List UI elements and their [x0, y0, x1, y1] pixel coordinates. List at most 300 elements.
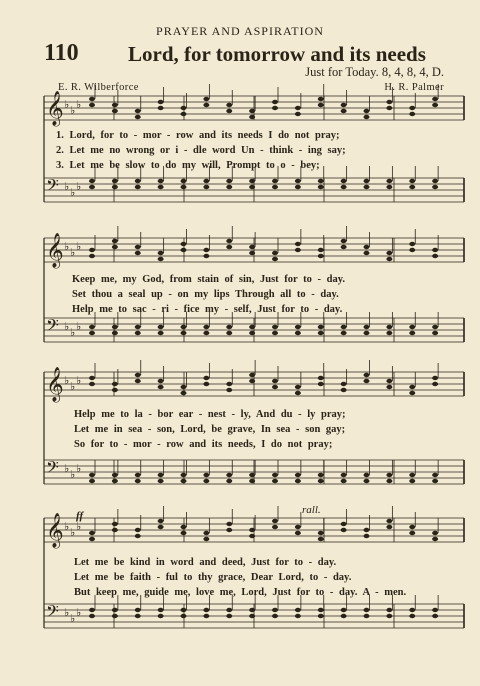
- flat-icon: ♭: [76, 98, 82, 111]
- treble-note: [386, 257, 392, 261]
- treble-note: [432, 537, 438, 541]
- system-2-verse-2: Set thou a seal up - on my lips Through all to - day.: [72, 289, 339, 300]
- treble-note: [181, 525, 187, 529]
- system-3-verse-2: Let me in sea - son, Lord, be grave, In sea - son gay;: [74, 424, 346, 435]
- treble-note: [386, 379, 392, 383]
- treble-note: [226, 388, 232, 392]
- bass-note: [226, 479, 232, 483]
- treble-note: [226, 382, 232, 386]
- treble-note: [226, 245, 232, 249]
- bass-note: [249, 614, 255, 618]
- treble-note: [226, 522, 232, 526]
- bass-note: [181, 614, 187, 618]
- treble-note: [89, 248, 95, 252]
- bass-note: [364, 185, 370, 189]
- treble-note: [135, 528, 141, 532]
- bass-note: [318, 479, 324, 483]
- treble-note: [181, 531, 187, 535]
- treble-note: [158, 251, 164, 255]
- treble-note: [272, 519, 278, 523]
- treble-note: [409, 112, 415, 116]
- bass-note: [226, 614, 232, 618]
- flat-icon: ♭: [64, 606, 70, 619]
- treble-note: [89, 537, 95, 541]
- bass-note: [203, 473, 209, 477]
- treble-note: [181, 112, 187, 116]
- flat-icon: ♭: [76, 180, 82, 193]
- flat-icon: ♭: [70, 526, 76, 539]
- system-4-verse-1: Let me be kind in word and deed, Just for to - day.: [74, 557, 337, 568]
- bass-note: [226, 185, 232, 189]
- bass-note: [112, 179, 118, 183]
- treble-note: [112, 522, 118, 526]
- treble-note: [318, 537, 324, 541]
- treble-note: [272, 100, 278, 104]
- flat-icon: ♭: [76, 462, 82, 475]
- bass-note: [272, 179, 278, 183]
- treble-note: [272, 385, 278, 389]
- treble-note: [112, 382, 118, 386]
- bass-note: [135, 185, 141, 189]
- bass-note: [295, 608, 301, 612]
- treble-note: [112, 239, 118, 243]
- treble-note: [364, 373, 370, 377]
- hymn-number: 110: [44, 40, 79, 66]
- bass-note: [158, 179, 164, 183]
- treble-note: [295, 112, 301, 116]
- bass-note: [135, 473, 141, 477]
- treble-note: [89, 254, 95, 258]
- tune-meter-line: Just for Today. 8, 4, 8, 4, D.: [305, 65, 444, 79]
- treble-note: [364, 379, 370, 383]
- treble-note: [249, 251, 255, 255]
- treble-note: [432, 97, 438, 101]
- bass-note: [89, 614, 95, 618]
- treble-note: [386, 251, 392, 255]
- flat-icon: ♭: [70, 104, 76, 117]
- bass-note: [386, 608, 392, 612]
- treble-note: [272, 251, 278, 255]
- bass-note: [181, 608, 187, 612]
- bass-note: [272, 479, 278, 483]
- treble-note: [181, 106, 187, 110]
- bass-note: [135, 479, 141, 483]
- treble-note: [249, 245, 255, 249]
- bass-note: [341, 185, 347, 189]
- treble-note: [341, 245, 347, 249]
- bass-note: [89, 179, 95, 183]
- bass-note: [158, 608, 164, 612]
- bass-note: [158, 479, 164, 483]
- bass-note: [341, 179, 347, 183]
- treble-note: [432, 376, 438, 380]
- bass-note: [272, 185, 278, 189]
- treble-note: [249, 115, 255, 119]
- bass-note: [89, 325, 95, 329]
- bass-note: [249, 331, 255, 335]
- treble-note: [295, 391, 301, 395]
- bass-clef-icon: 𝄢: [46, 601, 59, 625]
- bass-note: [272, 608, 278, 612]
- running-head: PRAYER AND ASPIRATION: [156, 24, 324, 38]
- bass-note: [409, 179, 415, 183]
- bass-note: [341, 473, 347, 477]
- bass-note: [135, 325, 141, 329]
- treble-note: [272, 257, 278, 261]
- bass-note: [364, 608, 370, 612]
- bass-note: [295, 479, 301, 483]
- bass-note: [364, 473, 370, 477]
- treble-note: [318, 103, 324, 107]
- bass-note: [432, 185, 438, 189]
- bass-note: [318, 331, 324, 335]
- bass-note: [135, 608, 141, 612]
- treble-note: [158, 525, 164, 529]
- treble-note: [341, 109, 347, 113]
- treble-clef-icon: 𝄞: [46, 513, 64, 548]
- treble-note: [135, 251, 141, 255]
- rallentando-marking: rall.: [302, 504, 321, 516]
- treble-note: [318, 382, 324, 386]
- treble-note: [432, 254, 438, 258]
- bass-note: [432, 479, 438, 483]
- bass-note: [249, 325, 255, 329]
- treble-note: [386, 385, 392, 389]
- bass-note: [203, 479, 209, 483]
- treble-note: [181, 242, 187, 246]
- bass-note: [364, 325, 370, 329]
- bass-note: [364, 331, 370, 335]
- treble-note: [341, 528, 347, 532]
- bass-note: [112, 473, 118, 477]
- treble-note: [386, 106, 392, 110]
- treble-note: [158, 385, 164, 389]
- system-1-verse-2: 2. Let me no wrong or i - dle word Un - think - ing say;: [56, 145, 346, 156]
- treble-note: [409, 531, 415, 535]
- treble-note: [432, 531, 438, 535]
- treble-note: [409, 391, 415, 395]
- bass-note: [112, 325, 118, 329]
- bass-note: [409, 331, 415, 335]
- bass-note: [409, 185, 415, 189]
- treble-note: [409, 242, 415, 246]
- treble-note: [341, 382, 347, 386]
- bass-note: [249, 185, 255, 189]
- treble-note: [181, 385, 187, 389]
- treble-note: [226, 103, 232, 107]
- treble-note: [203, 97, 209, 101]
- treble-note: [409, 106, 415, 110]
- bass-note: [409, 325, 415, 329]
- bass-clef-icon: 𝄢: [46, 457, 59, 481]
- bass-note: [386, 185, 392, 189]
- bass-note: [386, 331, 392, 335]
- flat-icon: ♭: [64, 320, 70, 333]
- treble-note: [364, 528, 370, 532]
- bass-note: [409, 473, 415, 477]
- bass-note: [89, 479, 95, 483]
- bass-note: [158, 185, 164, 189]
- bass-note: [181, 179, 187, 183]
- treble-note: [295, 248, 301, 252]
- treble-note: [226, 239, 232, 243]
- bass-note: [181, 185, 187, 189]
- bass-note: [318, 325, 324, 329]
- bass-note: [295, 614, 301, 618]
- system-3-verse-3: So for to - mor - row and its needs, I do not pray;: [74, 439, 333, 450]
- treble-note: [249, 379, 255, 383]
- treble-note: [135, 534, 141, 538]
- treble-note: [272, 106, 278, 110]
- flat-icon: ♭: [64, 98, 70, 111]
- bass-clef-icon: 𝄢: [46, 175, 59, 199]
- treble-note: [249, 109, 255, 113]
- bass-note: [181, 479, 187, 483]
- treble-note: [295, 106, 301, 110]
- treble-note: [364, 245, 370, 249]
- bass-note: [295, 185, 301, 189]
- treble-note: [89, 97, 95, 101]
- treble-note: [249, 534, 255, 538]
- bass-note: [181, 473, 187, 477]
- treble-note: [203, 537, 209, 541]
- treble-note: [272, 379, 278, 383]
- bass-note: [318, 185, 324, 189]
- bass-note: [432, 608, 438, 612]
- treble-note: [203, 376, 209, 380]
- bass-note: [112, 331, 118, 335]
- bass-note: [89, 185, 95, 189]
- treble-note: [203, 531, 209, 535]
- flat-icon: ♭: [70, 380, 76, 393]
- treble-note: [226, 528, 232, 532]
- system-1-verse-1: 1. Lord, for to - mor - row and its needs I do not pray;: [56, 130, 340, 141]
- bass-note: [409, 614, 415, 618]
- flat-icon: ♭: [76, 240, 82, 253]
- treble-note: [158, 519, 164, 523]
- treble-note: [409, 385, 415, 389]
- hymn-title: Lord, for tomorrow and its needs: [128, 42, 426, 66]
- bass-note: [432, 325, 438, 329]
- bass-note: [226, 473, 232, 477]
- bass-note: [203, 331, 209, 335]
- bass-note: [318, 614, 324, 618]
- bass-note: [318, 473, 324, 477]
- treble-note: [226, 109, 232, 113]
- flat-icon: ♭: [70, 246, 76, 259]
- lyricist-credit: E. R. Wilberforce: [58, 82, 139, 93]
- treble-note: [318, 531, 324, 535]
- flat-icon: ♭: [76, 320, 82, 333]
- bass-note: [341, 608, 347, 612]
- treble-note: [386, 519, 392, 523]
- bass-note: [272, 473, 278, 477]
- flat-icon: ♭: [76, 606, 82, 619]
- treble-note: [386, 525, 392, 529]
- bass-note: [158, 473, 164, 477]
- fortissimo-marking: ff: [76, 510, 84, 522]
- treble-note: [158, 379, 164, 383]
- flat-icon: ♭: [76, 374, 82, 387]
- treble-note: [432, 103, 438, 107]
- bass-note: [364, 479, 370, 483]
- bass-note: [295, 325, 301, 329]
- treble-note: [364, 251, 370, 255]
- bass-note: [89, 473, 95, 477]
- bass-note: [295, 331, 301, 335]
- bass-note: [272, 331, 278, 335]
- treble-clef-icon: 𝄞: [46, 233, 64, 268]
- system-1-verse-3: 3. Let me be slow to do my will, Prompt to o - bey;: [56, 160, 320, 171]
- bass-note: [89, 608, 95, 612]
- treble-note: [341, 388, 347, 392]
- treble-note: [272, 525, 278, 529]
- bass-note: [341, 331, 347, 335]
- treble-note: [181, 391, 187, 395]
- flat-icon: ♭: [70, 468, 76, 481]
- bass-note: [203, 179, 209, 183]
- bass-note: [386, 614, 392, 618]
- bass-note: [364, 614, 370, 618]
- treble-note: [112, 103, 118, 107]
- bass-note: [386, 479, 392, 483]
- bass-note: [272, 614, 278, 618]
- bass-note: [203, 185, 209, 189]
- treble-note: [112, 245, 118, 249]
- bass-note: [181, 325, 187, 329]
- bass-note: [158, 614, 164, 618]
- system-2-verse-1: Keep me, my God, from stain of sin, Just for to - day.: [72, 274, 346, 285]
- bass-note: [341, 479, 347, 483]
- treble-note: [112, 109, 118, 113]
- treble-note: [318, 97, 324, 101]
- bass-note: [203, 325, 209, 329]
- treble-note: [89, 376, 95, 380]
- bass-note: [226, 325, 232, 329]
- flat-icon: ♭: [64, 520, 70, 533]
- treble-note: [364, 115, 370, 119]
- treble-note: [318, 376, 324, 380]
- treble-note: [295, 525, 301, 529]
- treble-note: [364, 534, 370, 538]
- treble-note: [318, 248, 324, 252]
- bass-note: [432, 614, 438, 618]
- bass-note: [409, 479, 415, 483]
- system-2-verse-3: Help me to sac - ri - fice my - self, Just for to - day.: [72, 304, 343, 315]
- bass-note: [249, 479, 255, 483]
- bass-note: [432, 473, 438, 477]
- treble-note: [203, 103, 209, 107]
- treble-note: [112, 528, 118, 532]
- bass-note: [272, 325, 278, 329]
- bass-note: [135, 179, 141, 183]
- bass-note: [89, 331, 95, 335]
- treble-note: [158, 106, 164, 110]
- treble-note: [295, 531, 301, 535]
- treble-note: [432, 382, 438, 386]
- treble-note: [135, 379, 141, 383]
- bass-note: [364, 179, 370, 183]
- treble-note: [89, 103, 95, 107]
- flat-icon: ♭: [70, 326, 76, 339]
- treble-note: [295, 242, 301, 246]
- bass-note: [181, 331, 187, 335]
- bass-note: [112, 185, 118, 189]
- treble-note: [341, 239, 347, 243]
- composer-credit: H. R. Palmer: [384, 82, 444, 93]
- bass-note: [295, 473, 301, 477]
- bass-note: [112, 479, 118, 483]
- flat-icon: ♭: [64, 180, 70, 193]
- treble-note: [341, 103, 347, 107]
- treble-note: [135, 373, 141, 377]
- bass-note: [226, 608, 232, 612]
- bass-note: [386, 473, 392, 477]
- bass-note: [249, 179, 255, 183]
- flat-icon: ♭: [70, 612, 76, 625]
- treble-note: [181, 248, 187, 252]
- treble-clef-icon: 𝄞: [46, 367, 64, 402]
- bass-note: [318, 179, 324, 183]
- bass-note: [203, 614, 209, 618]
- treble-note: [295, 385, 301, 389]
- bass-note: [135, 331, 141, 335]
- bass-note: [203, 608, 209, 612]
- treble-note: [158, 100, 164, 104]
- bass-note: [432, 331, 438, 335]
- treble-note: [203, 248, 209, 252]
- treble-note: [203, 382, 209, 386]
- treble-note: [249, 373, 255, 377]
- treble-note: [432, 248, 438, 252]
- bass-note: [341, 325, 347, 329]
- treble-note: [135, 109, 141, 113]
- bass-note: [112, 608, 118, 612]
- bass-note: [386, 325, 392, 329]
- bass-note: [112, 614, 118, 618]
- treble-note: [135, 245, 141, 249]
- treble-note: [249, 528, 255, 532]
- bass-note: [386, 179, 392, 183]
- flat-icon: ♭: [64, 374, 70, 387]
- treble-note: [409, 525, 415, 529]
- flat-icon: ♭: [70, 186, 76, 199]
- bass-note: [432, 179, 438, 183]
- flat-icon: ♭: [64, 240, 70, 253]
- treble-note: [386, 100, 392, 104]
- bass-note: [158, 325, 164, 329]
- treble-note: [112, 388, 118, 392]
- treble-note: [409, 248, 415, 252]
- system-4-verse-2: Let me be faith - ful to thy grace, Dear Lord, to - day.: [74, 572, 352, 583]
- treble-note: [89, 382, 95, 386]
- treble-note: [203, 254, 209, 258]
- treble-note: [89, 531, 95, 535]
- bass-note: [318, 608, 324, 612]
- bass-note: [226, 179, 232, 183]
- bass-note: [249, 473, 255, 477]
- bass-note: [409, 608, 415, 612]
- treble-note: [318, 254, 324, 258]
- bass-note: [249, 608, 255, 612]
- system-4-verse-3: But keep me, guide me, love me, Lord, Just for to - day. A - men.: [74, 587, 407, 598]
- flat-icon: ♭: [64, 462, 70, 475]
- bass-note: [158, 331, 164, 335]
- bass-note: [341, 614, 347, 618]
- bass-note: [226, 331, 232, 335]
- treble-note: [341, 522, 347, 526]
- treble-note: [158, 257, 164, 261]
